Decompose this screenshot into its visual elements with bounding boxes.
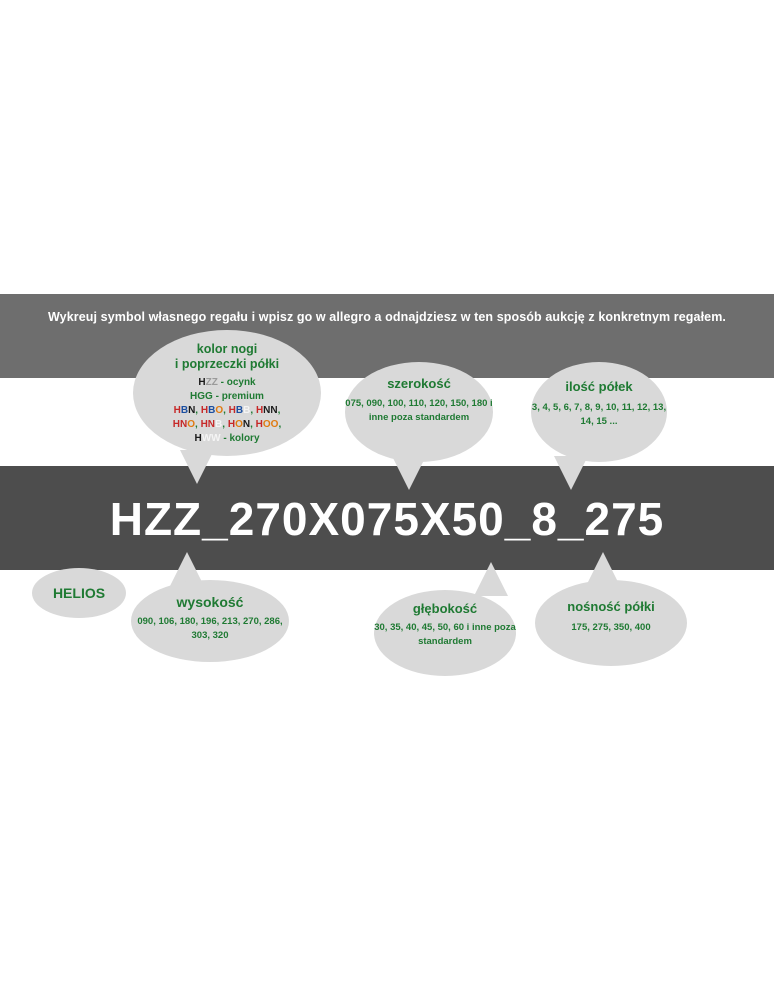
callout-szerokosc (345, 362, 493, 462)
callout-glebokosc-title: głębokość (412, 601, 478, 616)
callout-glebokosc-body: 30, 35, 40, 45, 50, 60 i inne poza standardem (374, 622, 516, 647)
callout-glebokosc (374, 590, 516, 676)
kolor-row-1: HZZ - ocynk (198, 377, 256, 388)
callout-helios-title: HELIOS (52, 585, 106, 601)
callout-tail-glebokosc (474, 562, 508, 596)
callout-kolor-title-line2: i poprzeczki półki (174, 357, 280, 371)
callout-tail-kolor (180, 450, 214, 484)
callout-kolor-title-line1: kolor nogi (196, 342, 258, 356)
callout-ilosc-title: ilość półek (565, 379, 633, 394)
callout-brand-helios (32, 568, 126, 618)
callout-kolor-nogi (133, 330, 321, 456)
header-caption: Wykreuj symbol własnego regału i wpisz go w allegro a odnajdziesz w ten sposób aukcję z konkretnym regałem. (47, 310, 726, 324)
top-gray-band (0, 294, 774, 378)
callout-wysokosc (131, 580, 289, 662)
callout-wysokosc-body: 090, 106, 180, 196, 213, 270, 286, 303, 320 (137, 616, 283, 641)
callout-kolor-body (133, 376, 321, 446)
callout-szerokosc-title: szerokość (387, 376, 451, 391)
callout-wysokosc-title: wysokość (176, 594, 244, 610)
callout-nosnosc-title: nośność półki (567, 599, 655, 614)
kolor-row-4: HNO, HNB, HON, HOO, (172, 419, 282, 430)
callout-ilosc-polek (531, 362, 667, 462)
callout-szerokosc-body: 075, 090, 100, 110, 120, 150, 180 i inne poza standardem (345, 398, 493, 423)
kolor-row-2: HGG - premium (190, 391, 264, 402)
product-code-text: HZZ_270X075X50_8_275 (109, 493, 665, 545)
callout-ilosc-body: 3, 4, 5, 6, 7, 8, 9, 10, 11, 12, 13, 14, 15 ... (531, 402, 667, 427)
callout-nosnosc-polki (535, 580, 687, 666)
kolor-row-3: HBN, HBO, HBB, HNN, (173, 405, 281, 416)
callout-tail-ilosc (554, 456, 588, 490)
callout-nosnosc-body: 175, 275, 350, 400 (571, 622, 651, 633)
kolor-row-5: HWW - kolory (194, 433, 260, 444)
